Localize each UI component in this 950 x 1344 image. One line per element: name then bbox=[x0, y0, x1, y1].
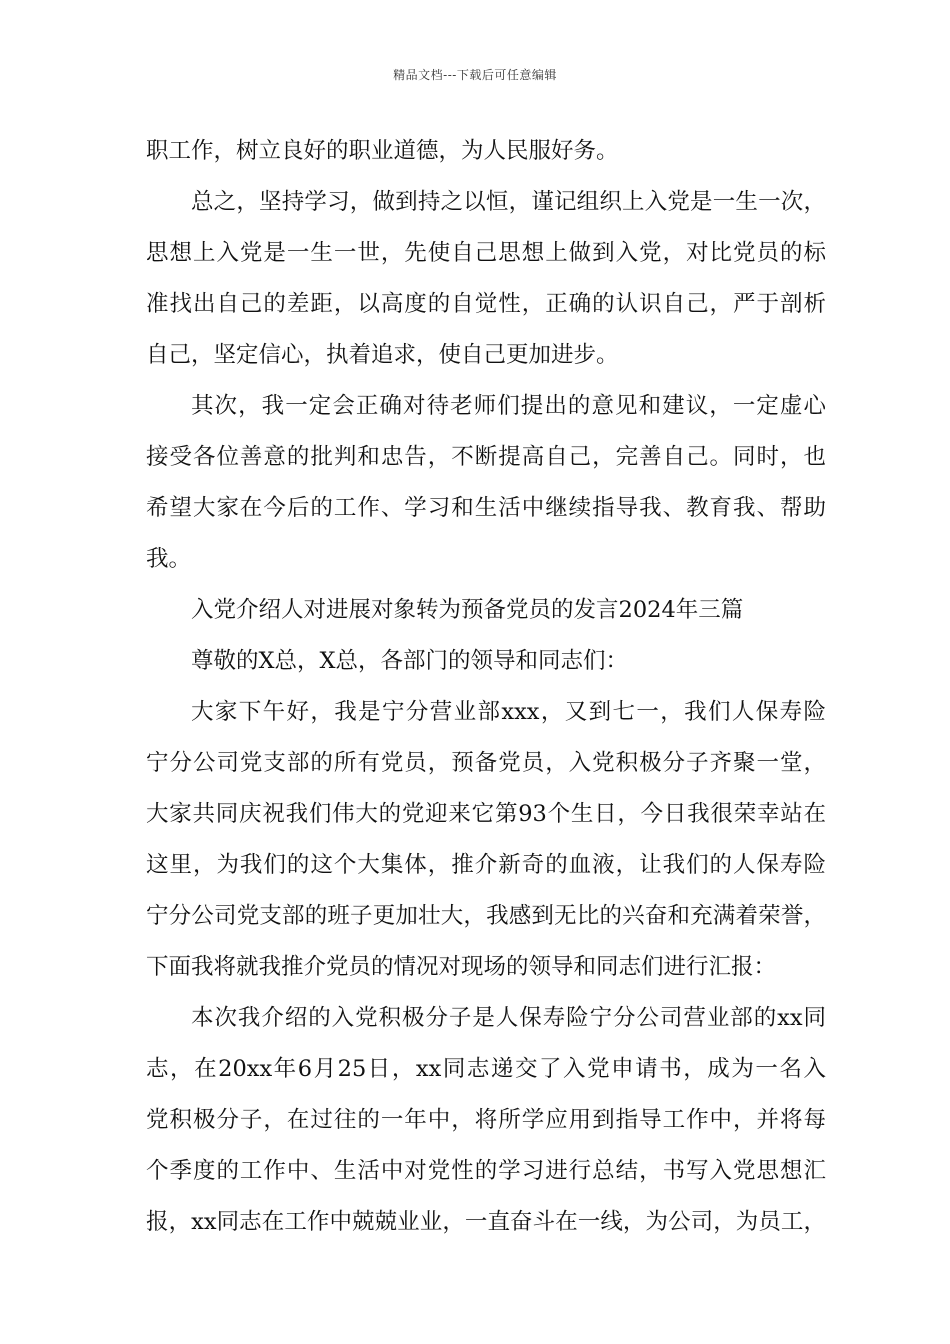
text-line: 报，xx同志在工作中兢兢业业，一直奋斗在一线，为公司，为员工， bbox=[146, 1209, 826, 1235]
salutation: 尊敬的X总，X总，各部门的领导和同志们： bbox=[191, 648, 629, 674]
text-line: 这里，为我们的这个大集体，推介新奇的血液，让我们的人保寿险 bbox=[146, 852, 826, 878]
text-line: 我。 bbox=[146, 546, 192, 572]
text-line: 党积极分子，在过往的一年中，将所学应用到指导工作中，并将每 bbox=[146, 1107, 826, 1133]
text-line: 下面我将就我推介党员的情况对现场的领导和同志们进行汇报： bbox=[146, 954, 777, 980]
document-body bbox=[146, 126, 826, 1248]
text-line: 接受各位善意的批判和忠告，不断提高自己，完善自己。同时，也 bbox=[146, 444, 826, 470]
text-line: 总之，坚持学习，做到持之以恒，谨记组织上入党是一生一次， bbox=[191, 189, 826, 215]
text-line: 自己，坚定信心，执着追求，使自己更加进步。 bbox=[146, 342, 619, 368]
text-line: 志，在20xx年6月25日，xx同志递交了入党申请书，成为一名入 bbox=[146, 1056, 826, 1082]
text-line: 思想上入党是一生一世，先使自己思想上做到入党，对比党员的标 bbox=[146, 240, 826, 266]
text-line: 宁分公司党支部的所有党员，预备党员，入党积极分子齐聚一堂， bbox=[146, 750, 826, 776]
text-line: 大家共同庆祝我们伟大的党迎来它第93个生日，今日我很荣幸站在 bbox=[146, 801, 826, 827]
text-line: 其次，我一定会正确对待老师们提出的意见和建议，一定虚心 bbox=[191, 393, 826, 419]
page-header: 精品文档---下载后可任意编辑 bbox=[393, 68, 557, 82]
text-line: 职工作，树立良好的职业道德，为人民服好务。 bbox=[146, 138, 619, 164]
text-line: 准找出自己的差距，以高度的自觉性，正确的认识自己，严于剖析 bbox=[146, 291, 826, 317]
text-line: 大家下午好，我是宁分营业部xxx，又到七一，我们人保寿险 bbox=[191, 699, 826, 725]
section-title: 入党介绍人对进展对象转为预备党员的发言2024年三篇 bbox=[191, 597, 744, 623]
text-line: 本次我介绍的入党积极分子是人保寿险宁分公司营业部的xx同 bbox=[191, 1005, 826, 1031]
text-line: 希望大家在今后的工作、学习和生活中继续指导我、教育我、帮助 bbox=[146, 495, 826, 521]
text-line: 宁分公司党支部的班子更加壮大，我感到无比的兴奋和充满着荣誉， bbox=[146, 903, 826, 929]
text-line: 个季度的工作中、生活中对党性的学习进行总结，书写入党思想汇 bbox=[146, 1158, 826, 1184]
